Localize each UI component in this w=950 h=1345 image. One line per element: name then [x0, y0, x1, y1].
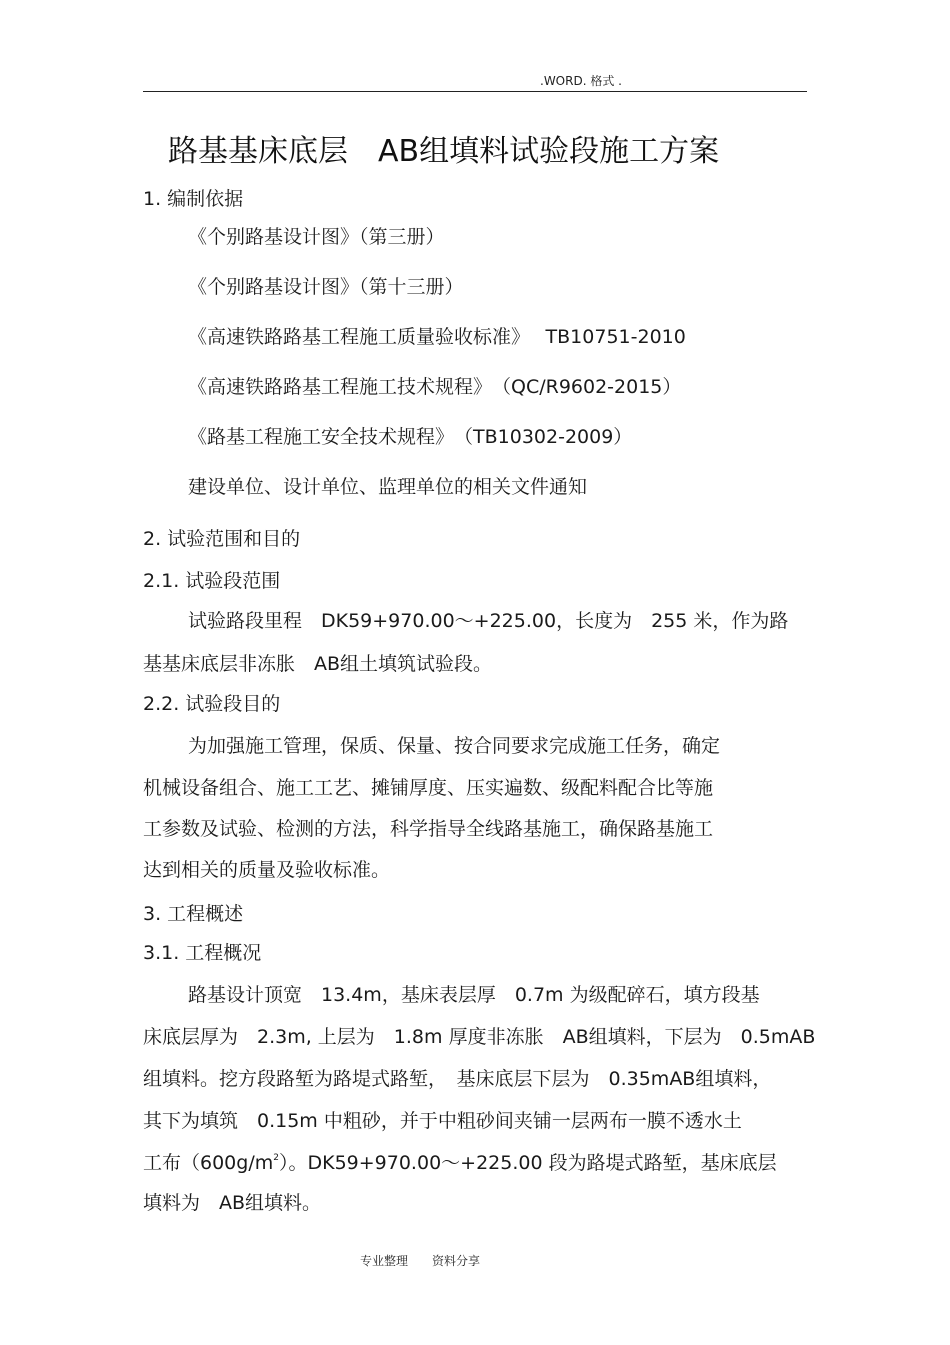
paragraph-line: 组填料。挖方段路堑为路堤式路堑， 基床底层下层为 0.35mAB组填料， [143, 1068, 772, 1090]
paragraph-line: 其下为填筑 0.15m 中粗砂，并于中粗砂间夹铺一层两布一膜不透水土 [143, 1110, 742, 1132]
header-rule [143, 91, 807, 92]
reference-item: 《高速铁路路基工程施工技术规程》 （QC/R9602-2015） [188, 376, 682, 398]
paragraph-line: 基基床底层非冻胀 AB组土填筑试验段。 [143, 653, 493, 675]
reference-item: 建设单位、设计单位、监理单位的相关文件通知 [188, 476, 588, 498]
section-2-2-heading: 2.2. 试验段目的 [143, 693, 281, 715]
line-text: 工布（600g/m [143, 1152, 274, 1174]
page-header: .WORD. 格式 . [540, 74, 622, 88]
paragraph-line: 机械设备组合、施工工艺、摊铺厚度、压实遍数、级配料配合比等施 [143, 777, 714, 799]
paragraph-line: 达到相关的质量及验收标准。 [143, 859, 391, 881]
paragraph-line [143, 1148, 777, 1175]
reference-item: 《个别路基设计图》（第十三册） [188, 276, 464, 298]
superscript: 2 [273, 1153, 279, 1163]
page-footer: 专业整理 资料分享 [360, 1254, 481, 1268]
paragraph-line: 工参数及试验、检测的方法，科学指导全线路基施工，确保路基施工 [143, 818, 714, 840]
reference-item: 《个别路基设计图》（第三册） [188, 226, 445, 248]
paragraph-line: 为加强施工管理，保质、保量、按合同要求完成施工任务，确定 [188, 735, 721, 757]
reference-item: 《高速铁路路基工程施工质量验收标准》 TB10751-2010 [188, 326, 686, 348]
section-2-1-heading: 2.1. 试验段范围 [143, 570, 281, 592]
section-1-heading: 1. 编制依据 [143, 188, 244, 210]
paragraph-line: 填料为 AB组填料。 [143, 1192, 322, 1214]
document-title: 路基基床底层 AB组填料试验段施工方案 [168, 134, 720, 169]
paragraph-line: 路基设计顶宽 13.4m，基床表层厚 0.7m 为级配碎石，填方段基 [188, 984, 760, 1006]
section-3-heading: 3. 工程概述 [143, 903, 244, 925]
paragraph-line: 床底层厚为 2.3m, 上层为 1.8m 厚度非冻胀 AB组填料，下层为 0.5mAB [143, 1026, 816, 1048]
section-3-1-heading: 3.1. 工程概况 [143, 942, 262, 964]
paragraph-line: 试验路段里程 DK59+970.00～+225.00，长度为 255 米，作为路 [188, 610, 789, 632]
section-2-heading: 2. 试验范围和目的 [143, 528, 301, 550]
reference-item: 《路基工程施工安全技术规程》 （TB10302-2009） [188, 426, 633, 448]
line-text: ）。DK59+970.00～+225.00 段为路堤式路堑，基床底层 [278, 1152, 777, 1174]
